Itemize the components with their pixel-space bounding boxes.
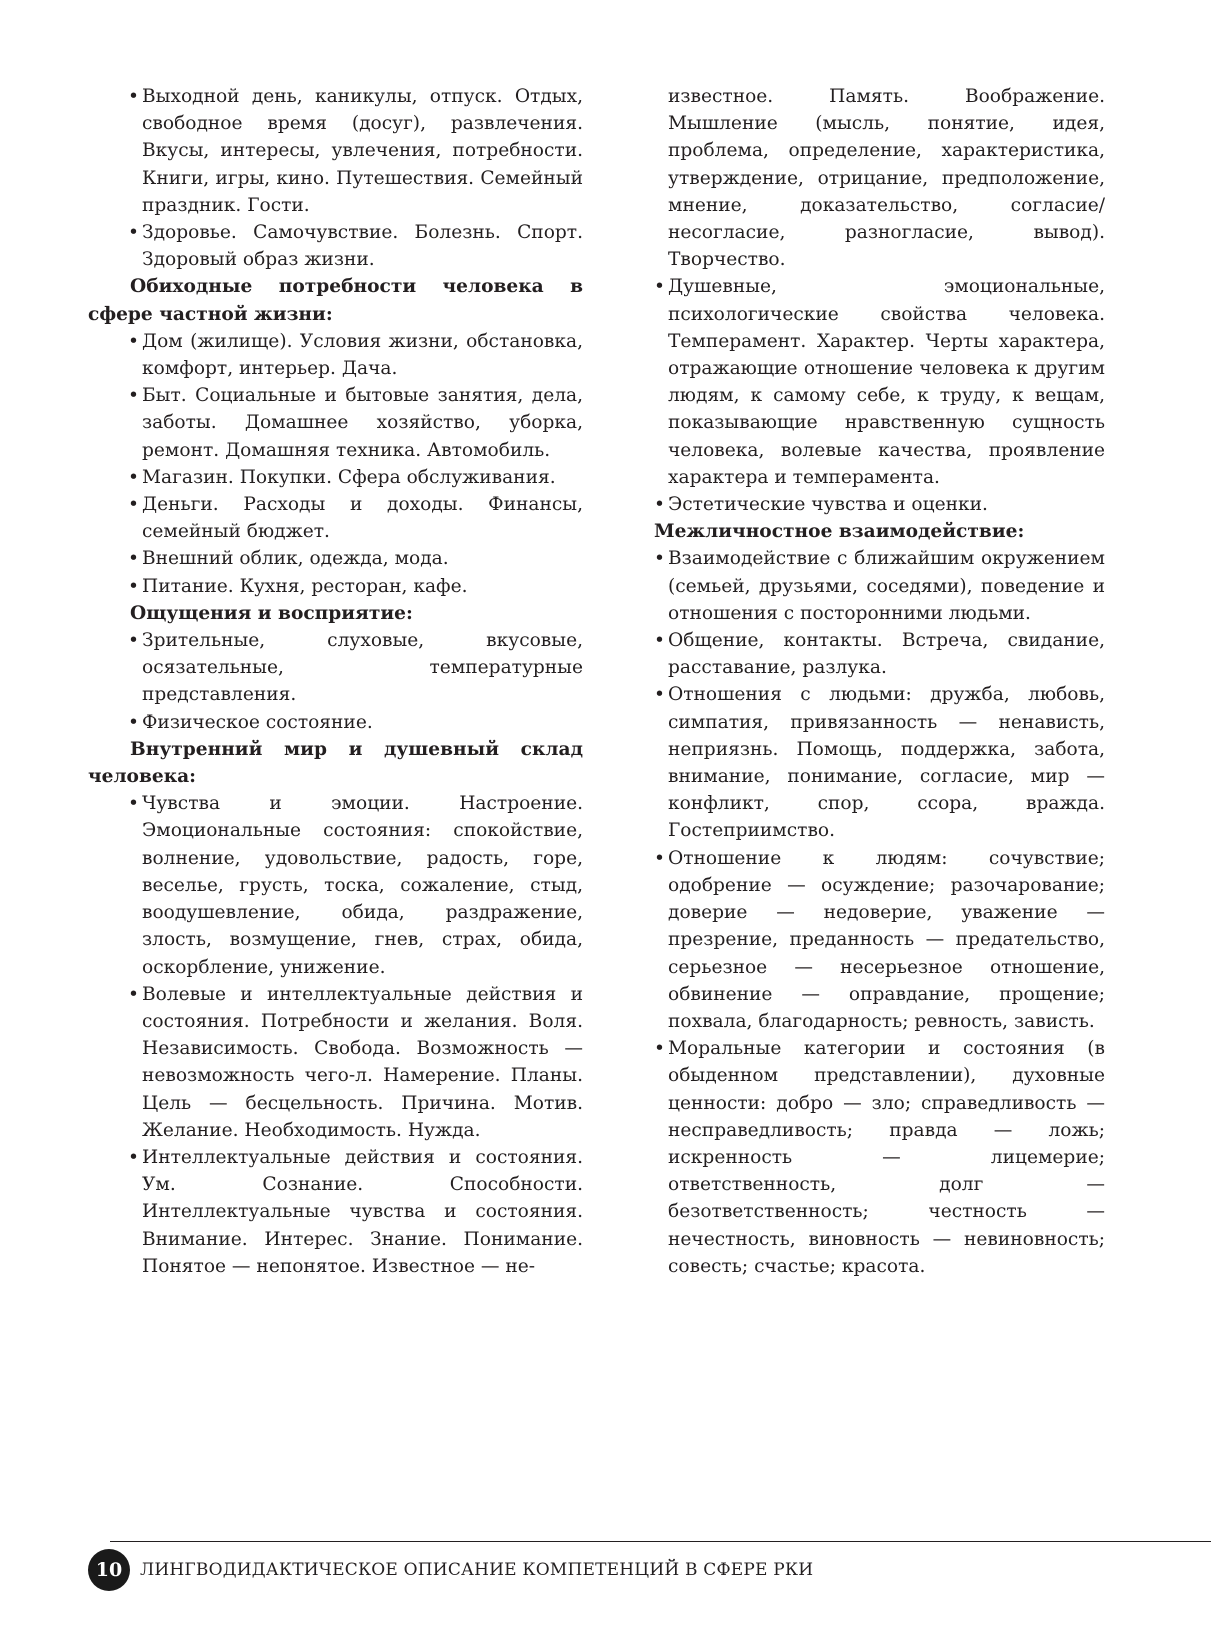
bullet-icon: • <box>128 222 139 244</box>
list-item: • Физическое состояние. <box>128 709 583 736</box>
list-item: • Волевые и интеллектуальные действия и состояния. Потребности и желания. Воля. Независимость. Свобода. Возможность — невозможность чего-л. Намерение. Планы. Цель — бесцельность. Причина. Мотив. Желание. Необходимость. Нужда. <box>128 981 583 1144</box>
list-item: • Чувства и эмоции. Настроение. Эмоциональные состояния: спокойствие, волнение, удовольствие, радость, горе, веселье, грусть, тоска, сожаление, стыд, воодушевление, обида, раздражение, злость, возмущение, гнев, страх, обида, оскорбление, унижение. <box>128 790 583 980</box>
list-item-continuation: известное. Память. Воображение. Мышление (мысль, понятие, идея, проблема, определение, характеристика, утверждение, отрицание, предположение, мнение, доказательство, согласие/несогласие, разногласие, вывод). Творчество. <box>668 86 1105 271</box>
section-heading: Внутренний мир и душевный склад человека: <box>88 738 583 788</box>
list-item: • Быт. Социальные и бытовые занятия, дела, заботы. Домашнее хозяйство, уборка, ремонт. Домашняя техника. Автомобиль. <box>128 382 583 464</box>
bullet-icon: • <box>128 466 139 488</box>
bullet-icon: • <box>654 276 665 298</box>
section-heading: Обиходные потребности человека в сфере частной жизни: <box>88 276 583 325</box>
bullet-icon: • <box>128 630 139 652</box>
list-item: • Выходной день, каникулы, отпуск. Отдых, свободное время (досуг), развлечения. Вкусы, интересы, увлечения, потребности. Книги, игры, кино. Путешествия. Семейный праздник. Гости. <box>128 83 583 219</box>
list-item: • Эстетические чувства и оценки. <box>654 491 1105 518</box>
list-item: • Взаимодействие с ближайшим окружением (семьей, друзьями, соседями), поведение и отношения с посторонними людьми. <box>654 545 1105 627</box>
page-number: 10 <box>88 1549 130 1591</box>
footer-divider <box>110 1541 1211 1542</box>
bullet-icon: • <box>128 494 139 516</box>
bullet-icon: • <box>654 684 665 706</box>
list-item: • Общение, контакты. Встреча, свидание, расставание, разлука. <box>654 627 1105 681</box>
bullet-icon: • <box>654 630 665 652</box>
list-item: • Деньги. Расходы и доходы. Финансы, семейный бюджет. <box>128 491 583 545</box>
bullet-icon: • <box>654 847 665 869</box>
list-item: • Дом (жилище). Условия жизни, обстановка, комфорт, интерьер. Дача. <box>128 328 583 382</box>
list-item: • Внешний облик, одежда, мода. <box>128 545 583 572</box>
section-heading: Ощущения и восприятие: <box>130 602 413 624</box>
right-column <box>654 83 1105 1280</box>
bullet-icon: • <box>128 575 139 597</box>
list-item: • Интеллектуальные действия и состояния. Ум. Сознание. Способности. Интеллектуальные чувства и состояния. Внимание. Интерес. Знание. Понимание. Понятое — непонятое. Известное — не- <box>128 1144 583 1280</box>
bullet-icon: • <box>128 330 139 352</box>
bullet-icon: • <box>128 983 139 1005</box>
list-item: • Магазин. Покупки. Сфера обслуживания. <box>128 464 583 491</box>
running-title: ЛИНГВОДИДАКТИЧЕСКОЕ ОПИСАНИЕ КОМПЕТЕНЦИЙ В СФЕРЕ РКИ <box>140 1560 814 1580</box>
list-item: • Здоровье. Самочувствие. Болезнь. Спорт. Здоровый образ жизни. <box>128 219 583 273</box>
bullet-icon: • <box>128 711 139 733</box>
bullet-icon: • <box>128 86 139 107</box>
bullet-icon: • <box>128 1146 139 1168</box>
bullet-icon: • <box>128 793 139 815</box>
section-heading: Межличностное взаимодействие: <box>654 521 1025 543</box>
bullet-icon: • <box>654 548 665 570</box>
list-item: • Зрительные, слуховые, вкусовые, осязательные, температурные представления. <box>128 627 583 709</box>
bullet-icon: • <box>654 1038 665 1060</box>
bullet-icon: • <box>128 385 139 407</box>
left-column <box>88 83 583 1280</box>
list-item: • Отношения с людьми: дружба, любовь, симпатия, привязанность — ненависть, неприязнь. Помощь, поддержка, забота, внимание, понимание, согласие, мир — конфликт, спор, ссора, вражда. Гостеприимство. <box>654 681 1105 844</box>
list-item: • Душевные, эмоциональные, психологические свойства человека. Темперамент. Характер. Черты характера, отражающие отношение человека к другим людям, к самому себе, к труду, к вещам, показывающие нравственную сущность человека, волевые качества, проявление характера и темперамента. <box>654 273 1105 491</box>
bullet-icon: • <box>128 548 139 570</box>
list-item: • Питание. Кухня, ресторан, кафе. <box>128 573 583 600</box>
list-item: • Моральные категории и состояния (в обыденном представлении), духовные ценности: добро — зло; справедливость — несправедливость; правда — ложь; искренность — лицемерие; ответственность, долг — безответственность; честность — нечестность, виновность — невиновность; совесть; счастье; красота. <box>654 1035 1105 1280</box>
bullet-icon: • <box>654 494 665 516</box>
list-item: • Отношение к людям: сочувствие; одобрение — осуждение; разочарование; доверие — недоверие, уважение — презрение, преданность — предательство, серьезное — несерьезное отношение, обвинение — оправдание, прощение; похвала, благодарность; ревность, зависть. <box>654 845 1105 1035</box>
